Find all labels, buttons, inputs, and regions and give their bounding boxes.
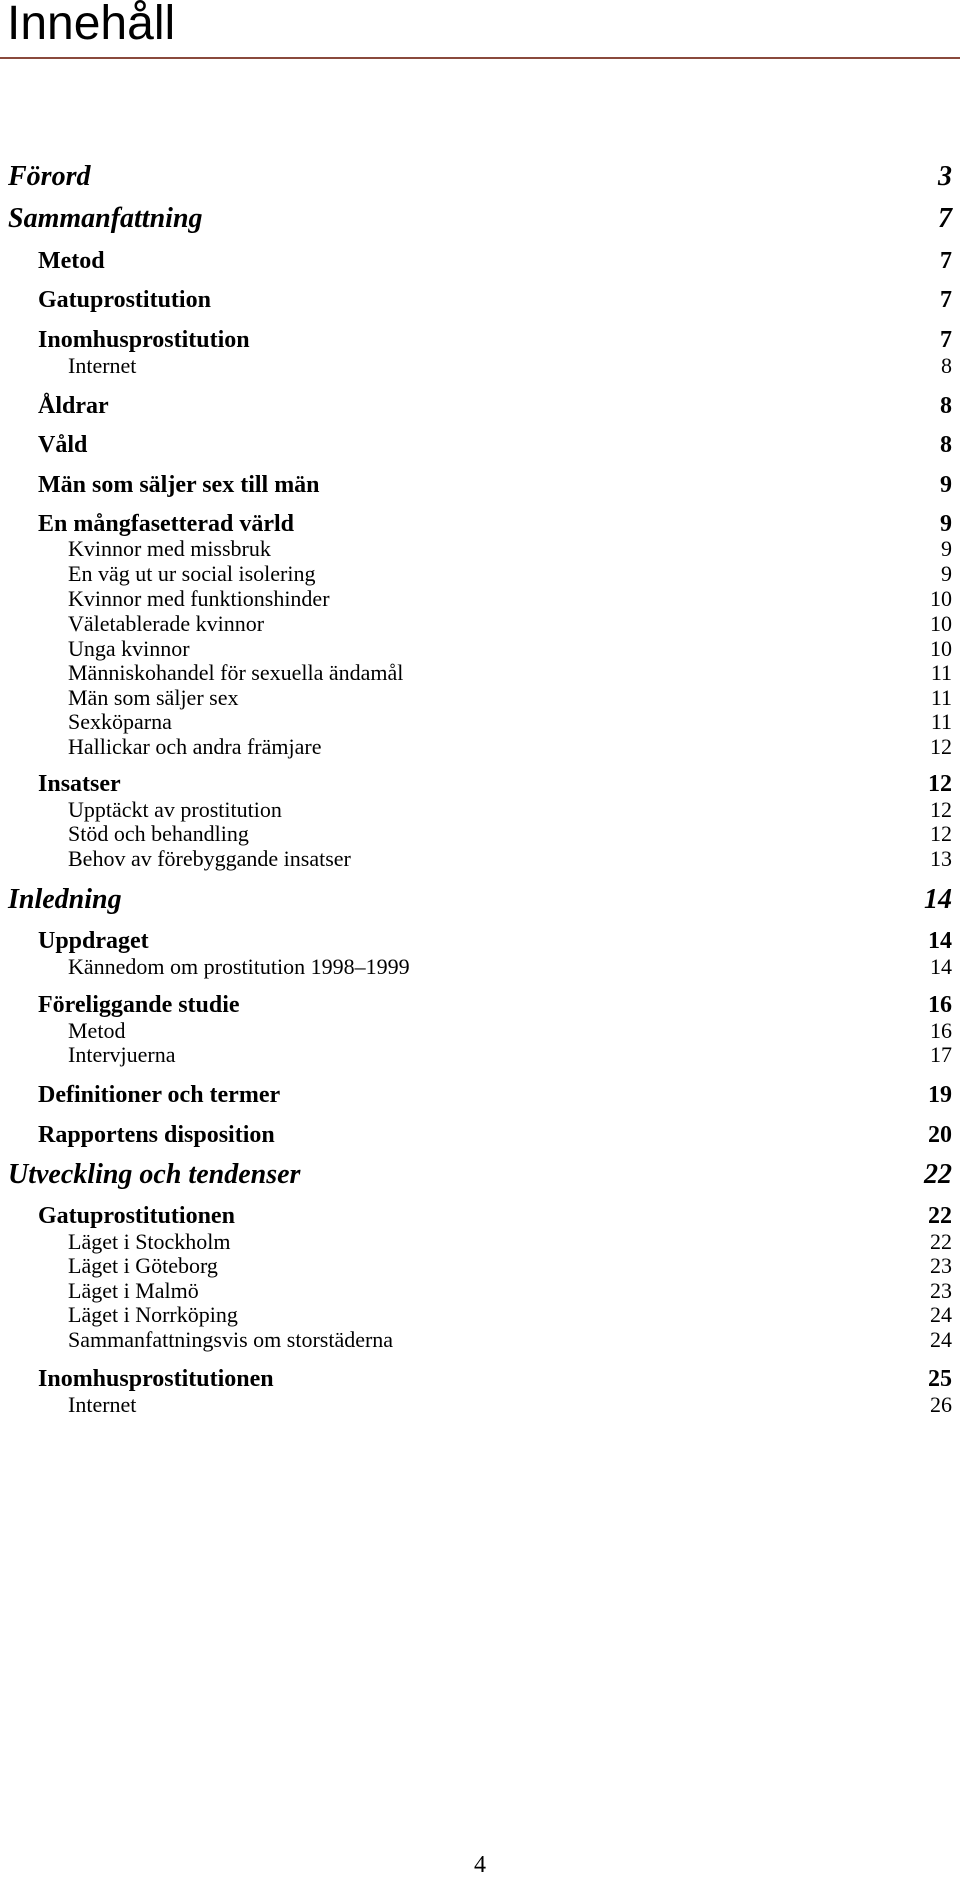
toc-entry-title: Intervjuerna	[68, 1042, 176, 1067]
toc-entry-level-3[interactable]	[68, 1301, 952, 1329]
toc-entry-page: 23	[930, 1278, 952, 1303]
toc-entry-level-3[interactable]	[68, 1252, 952, 1280]
toc-entry-page: 14	[930, 954, 952, 979]
toc-entry-page: 14	[928, 928, 952, 954]
toc-entry-level-1[interactable]	[8, 883, 952, 917]
toc-entry-page: 26	[930, 1392, 952, 1417]
toc-entry-title: Sexköparna	[68, 709, 172, 734]
toc-entry-level-2[interactable]	[38, 1080, 952, 1110]
toc-entry-level-3[interactable]	[68, 1326, 952, 1354]
toc-entry-page: 12	[930, 797, 952, 822]
toc-entry-page: 14	[924, 884, 952, 915]
toc-entry-title: Läget i Malmö	[68, 1278, 199, 1303]
toc-entry-level-3[interactable]	[68, 820, 952, 848]
toc-entry-level-3[interactable]	[68, 659, 952, 687]
toc-entry-page: 9	[941, 561, 952, 586]
toc-entry-title: En väg ut ur social isolering	[68, 561, 316, 586]
toc-entry-title: Sammanfattningsvis om storstäderna	[68, 1327, 394, 1352]
toc-entry-title: Människohandel för sexuella ändamål	[68, 660, 404, 685]
toc-entry-title: Män som säljer sex	[68, 685, 239, 710]
toc-entry-page: 11	[930, 660, 952, 685]
toc-entry-page: 17	[930, 1042, 952, 1067]
toc-entry-title: Stöd och behandling	[68, 821, 249, 846]
toc-entry-level-3[interactable]	[68, 352, 952, 380]
toc-entry-title: Unga kvinnor	[68, 636, 190, 661]
toc-entry-page: 7	[940, 287, 952, 313]
toc-entry-page: 24	[930, 1302, 952, 1327]
toc-entry-level-2[interactable]	[38, 285, 952, 315]
toc-entry-title: Definitioner och termer	[38, 1082, 281, 1108]
toc-entry-level-2[interactable]	[38, 990, 952, 1020]
toc-entry-title: Sammanfattning	[8, 203, 203, 234]
toc-entry-page: 22	[930, 1229, 952, 1254]
toc-entry-page: 9	[941, 536, 952, 561]
toc-entry-level-1[interactable]	[8, 160, 952, 194]
toc-entry-title: Kvinnor med funktionshinder	[68, 586, 330, 611]
toc-entry-title: Metod	[38, 248, 105, 274]
toc-entry-level-2[interactable]	[38, 1120, 952, 1150]
toc-entry-title: Föreliggande studie	[38, 992, 240, 1018]
toc-entry-title: Uppdraget	[38, 928, 149, 954]
toc-entry-title: Inomhusprostitution	[38, 327, 250, 353]
page-number: 4	[474, 1852, 486, 1878]
toc-entry-level-2[interactable]	[38, 926, 952, 956]
toc-entry-page: 19	[928, 1082, 952, 1108]
toc-entry-page: 24	[930, 1327, 952, 1352]
toc-entry-page: 16	[928, 992, 952, 1018]
toc-entry-level-3[interactable]	[68, 845, 952, 873]
toc-entry-level-3[interactable]	[68, 535, 952, 563]
page-title: Innehåll	[7, 0, 176, 50]
toc-entry-level-3[interactable]	[68, 560, 952, 588]
toc-entry-title: Upptäckt av prostitution	[68, 797, 282, 822]
toc-entry-page: 13	[930, 846, 952, 871]
toc-entry-title: Behov av förebyggande insatser	[68, 846, 351, 871]
toc-entry-level-2[interactable]	[38, 430, 952, 460]
toc-entry-title: Utveckling och tendenser	[8, 1159, 301, 1190]
toc-entry-page: 22	[924, 1159, 952, 1190]
toc-entry-level-2[interactable]	[38, 1364, 952, 1394]
toc-entry-level-1[interactable]	[8, 202, 952, 236]
toc-entry-title: Kännedom om prostitution 1998–1999	[68, 954, 410, 979]
toc-entry-page: 3	[938, 161, 952, 192]
toc-entry-page: 11	[930, 685, 952, 710]
toc-entry-title: Inomhusprostitutionen	[38, 1366, 274, 1392]
toc-entry-level-2[interactable]	[38, 391, 952, 421]
toc-entry-level-2[interactable]	[38, 769, 952, 799]
toc-entry-level-3[interactable]	[68, 1041, 952, 1069]
toc-entry-title: Väletablerade kvinnor	[68, 611, 265, 636]
toc-entry-page: 9	[940, 472, 952, 498]
toc-entry-title: Gatuprostitution	[38, 287, 211, 313]
toc-entry-page: 11	[930, 709, 952, 734]
toc-entry-page: 7	[938, 203, 952, 234]
toc-entry-page: 8	[940, 393, 952, 419]
toc-entry-page: 12	[930, 821, 952, 846]
toc-entry-page: 8	[941, 353, 952, 378]
toc-entry-title: Gatuprostitutionen	[38, 1203, 235, 1229]
toc-entry-title: Kvinnor med missbruk	[68, 536, 271, 561]
toc-entry-page: 7	[940, 248, 952, 274]
toc-entry-page: 20	[928, 1122, 952, 1148]
toc-entry-title: Hallickar och andra främjare	[68, 734, 322, 759]
toc-entry-title: Metod	[68, 1018, 126, 1043]
toc-entry-level-3[interactable]	[68, 733, 952, 761]
toc-entry-level-3[interactable]	[68, 610, 952, 638]
toc-entry-title: Förord	[8, 161, 91, 192]
toc-entry-page: 16	[930, 1018, 952, 1043]
toc-entry-title: Insatser	[38, 771, 121, 797]
toc-entry-title: En mångfasetterad värld	[38, 511, 294, 537]
toc-entry-title: Internet	[68, 1392, 137, 1417]
toc-entry-level-3[interactable]	[68, 585, 952, 613]
toc-entry-level-3[interactable]	[68, 708, 952, 736]
toc-entry-page: 12	[930, 734, 952, 759]
toc-entry-title: Inledning	[8, 884, 122, 915]
toc-entry-level-2[interactable]	[38, 246, 952, 276]
toc-entry-level-2[interactable]	[38, 325, 952, 355]
toc-entry-page: 8	[940, 432, 952, 458]
toc-entry-page: 12	[928, 771, 952, 797]
toc-entry-title: Internet	[68, 353, 137, 378]
toc-entry-title: Åldrar	[38, 393, 109, 419]
toc-entry-level-3[interactable]	[68, 953, 952, 981]
toc-entry-title: Läget i Norrköping	[68, 1302, 238, 1327]
toc-entry-page: 22	[928, 1203, 952, 1229]
toc-entry-page: 10	[930, 636, 952, 661]
toc-entry-page: 9	[940, 511, 952, 537]
toc-entry-title: Läget i Stockholm	[68, 1229, 231, 1254]
toc-entry-title: Läget i Göteborg	[68, 1253, 218, 1278]
toc-entry-level-2[interactable]	[38, 1201, 952, 1231]
toc-entry-title: Män som säljer sex till män	[38, 472, 320, 498]
toc-entry-level-3[interactable]	[68, 1391, 952, 1419]
toc-entry-level-1[interactable]	[8, 1158, 952, 1192]
toc-entry-title: Rapportens disposition	[38, 1122, 275, 1148]
toc-entry-page: 7	[940, 327, 952, 353]
toc-entry-page: 23	[930, 1253, 952, 1278]
toc-entry-page: 10	[930, 586, 952, 611]
toc-entry-page: 25	[928, 1366, 952, 1392]
toc-entry-page: 10	[930, 611, 952, 636]
toc-entry-title: Våld	[38, 432, 88, 458]
toc-entry-level-2[interactable]	[38, 470, 952, 500]
